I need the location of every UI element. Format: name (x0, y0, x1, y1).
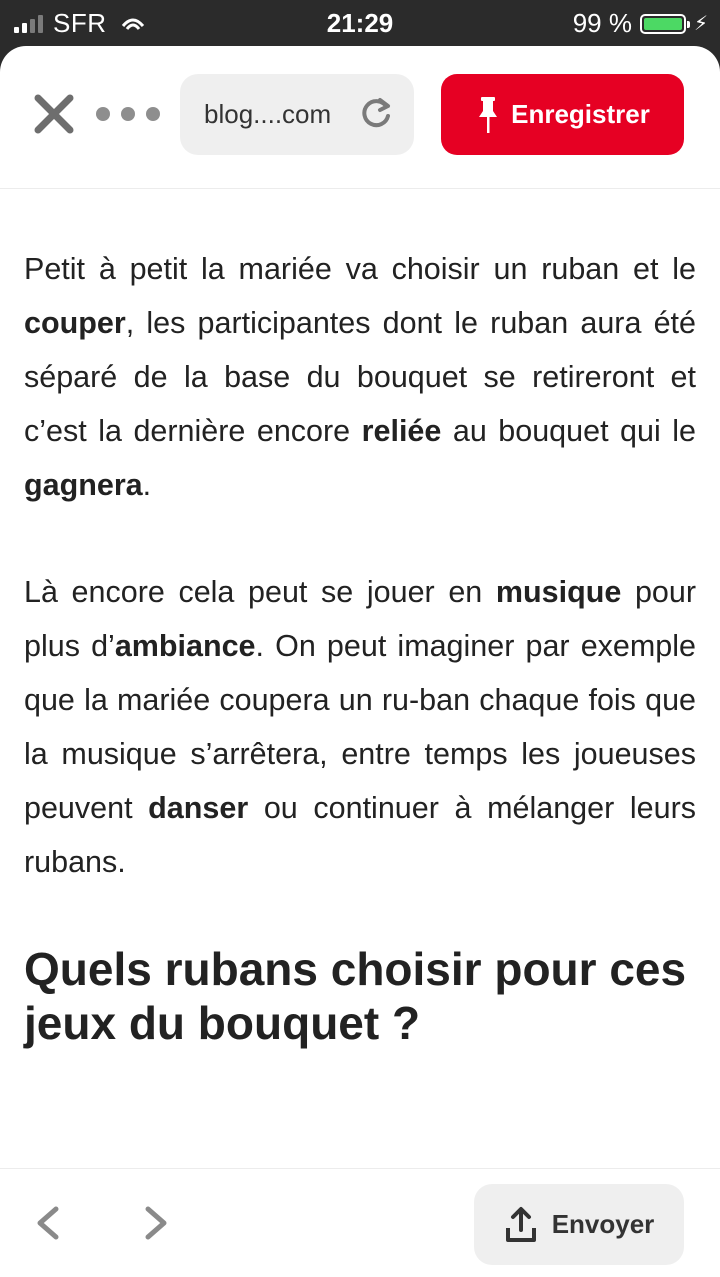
article-paragraph-1 (24, 242, 696, 512)
p2-text-3: . On peut imaginer par exemple que la mariée coupera un ru-ban chaque fois que la musique s’arrêtera, entre temps les joueuses peuvent (24, 629, 696, 825)
share-label: Envoyer (551, 1209, 655, 1239)
p1-bold-1: couper (24, 306, 126, 340)
share-button[interactable] (474, 1184, 684, 1265)
status-right (573, 8, 708, 39)
pin-icon (475, 95, 501, 135)
battery-percent: 99 % (572, 8, 632, 38)
p2-text-2: pour plus d’ (24, 575, 696, 663)
more-icon[interactable] (96, 100, 160, 128)
p1-bold-2: reliée (361, 414, 442, 448)
reload-icon[interactable] (358, 96, 394, 132)
p2-bold-1: musique (495, 575, 622, 609)
browser-sheet (0, 46, 720, 1277)
save-label: Enregistrer (511, 99, 650, 129)
url-field[interactable] (180, 74, 414, 155)
p2-text-4: ou continuer à mélanger leurs rubans. (24, 791, 696, 879)
top-toolbar (0, 46, 720, 189)
p2-bold-2: ambiance (114, 629, 256, 663)
url-text: blog....com (204, 99, 332, 129)
close-icon[interactable] (30, 90, 78, 138)
status-bar (0, 0, 720, 46)
carrier-name: SFR (53, 8, 107, 38)
charging-icon: ⚡ (693, 13, 708, 35)
status-time: 21:29 (326, 8, 394, 38)
forward-icon[interactable] (138, 1203, 174, 1243)
p1-bold-3: gagnera (24, 468, 143, 502)
section-heading: Quels rubans choisir pour ces jeux du bouquet ? (24, 943, 687, 1049)
p1-text-1: Petit à petit la mariée va choisir un ruban et le (24, 252, 696, 286)
back-icon[interactable] (30, 1203, 66, 1243)
article-paragraph-2 (24, 565, 696, 889)
battery-icon (640, 14, 686, 34)
share-icon (504, 1206, 538, 1244)
p1-text-3: au bouquet qui le (441, 414, 696, 448)
battery-fill (644, 18, 682, 30)
p2-text-1: Là encore cela peut se jouer en (24, 575, 496, 609)
p1-text-2: , les participantes dont le ruban aura été séparé de la base du bouquet se retireront et c’est la dernière encore (24, 306, 696, 448)
save-button[interactable] (441, 74, 684, 155)
bottom-toolbar (0, 1168, 720, 1277)
p2-bold-3: danser (148, 791, 249, 825)
article-content (24, 242, 696, 1050)
p1-text-4: . (142, 468, 152, 502)
